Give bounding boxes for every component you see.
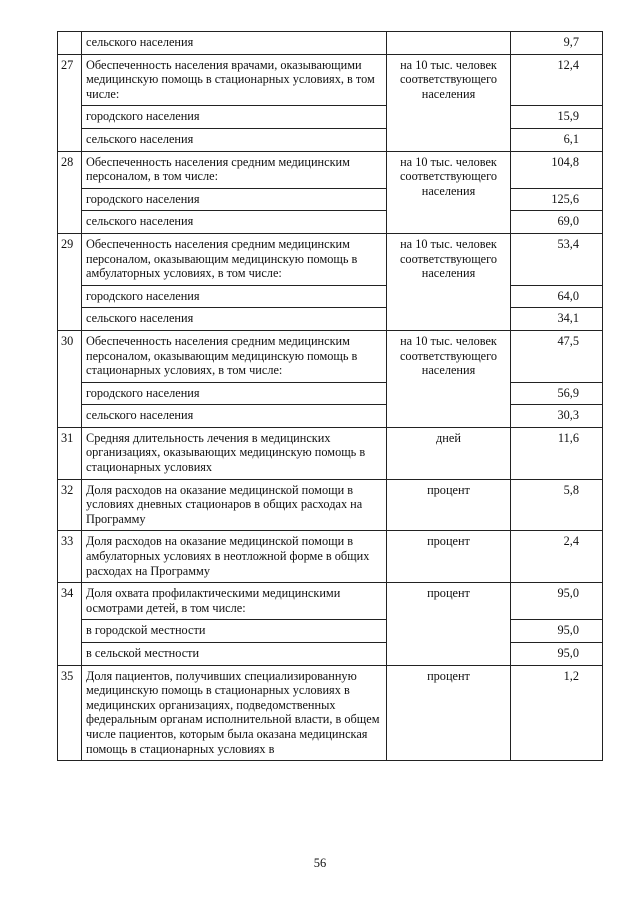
value-cell: 2,4 (511, 531, 603, 583)
sub-value-cell: 95,0 (511, 620, 603, 643)
sub-value-cell: 6,1 (511, 128, 603, 151)
value-cell: 12,4 (511, 54, 603, 106)
sub-indicator-name: городского населения (82, 106, 387, 129)
table-row (58, 32, 603, 55)
value-cell: 53,4 (511, 233, 603, 285)
table-subrow (58, 128, 603, 151)
row-number: 28 (58, 151, 82, 233)
unit-cell: процент (387, 531, 511, 583)
sub-value-cell: 9,7 (511, 32, 603, 55)
unit-cell: на 10 тыс. человек соответствующего населения (387, 330, 511, 427)
unit-cell: на 10 тыс. человек соответствующего населения (387, 151, 511, 233)
table-subrow (58, 405, 603, 428)
row-number: 35 (58, 665, 82, 761)
unit-cell: на 10 тыс. человек соответствующего населения (387, 233, 511, 330)
table-subrow (58, 106, 603, 129)
value-cell: 104,8 (511, 151, 603, 188)
unit-cell: процент (387, 583, 511, 665)
indicator-name: Доля пациентов, получивших специализированную медицинскую помощь в стационарных условиях в медицинских организациях, подведомственных федеральным органам исполнительной власти, в общем числе пациентов, которым была оказана медицинская помощь в стационарных условиях в (82, 665, 387, 761)
table-row (58, 531, 603, 583)
unit-cell (387, 32, 511, 55)
row-number: 30 (58, 330, 82, 427)
row-number (58, 32, 82, 55)
table-row (58, 427, 603, 479)
value-cell: 1,2 (511, 665, 603, 761)
table-row (58, 583, 603, 620)
sub-indicator-name: сельского населения (82, 405, 387, 428)
table-row (58, 479, 603, 531)
row-number: 34 (58, 583, 82, 665)
table-subrow (58, 382, 603, 405)
indicators-table (57, 31, 603, 761)
table-subrow (58, 285, 603, 308)
table-row (58, 151, 603, 188)
value-cell: 95,0 (511, 583, 603, 620)
value-cell: 5,8 (511, 479, 603, 531)
sub-indicator-name: городского населения (82, 382, 387, 405)
indicator-name: Обеспеченность населения средним медицинским персоналом, оказывающим медицинскую помощь в амбулаторных условиях, в том числе: (82, 233, 387, 285)
row-number: 29 (58, 233, 82, 330)
row-number: 31 (58, 427, 82, 479)
table-subrow (58, 211, 603, 234)
row-number: 32 (58, 479, 82, 531)
value-cell: 47,5 (511, 330, 603, 382)
indicator-name: Обеспеченность населения средним медицинским персоналом, в том числе: (82, 151, 387, 188)
table-subrow (58, 308, 603, 331)
sub-indicator-name: городского населения (82, 188, 387, 211)
sub-indicator-name: сельского населения (82, 211, 387, 234)
sub-indicator-name: в сельской местности (82, 643, 387, 666)
indicator-name: Доля расходов на оказание медицинской помощи в амбулаторных условиях в неотложной форме в общих расходах на Программу (82, 531, 387, 583)
table-subrow (58, 188, 603, 211)
sub-indicator-name: сельского населения (82, 128, 387, 151)
sub-value-cell: 15,9 (511, 106, 603, 129)
row-number: 33 (58, 531, 82, 583)
sub-value-cell: 95,0 (511, 643, 603, 666)
value-cell: 11,6 (511, 427, 603, 479)
page-number: 56 (313, 856, 327, 870)
sub-value-cell: 30,3 (511, 405, 603, 428)
indicator-name: Средняя длительность лечения в медицинских организациях, оказывающих медицинскую помощь в стационарных условиях (82, 427, 387, 479)
indicator-name: Обеспеченность населения средним медицинским персоналом, оказывающим медицинскую помощь в стационарных условиях, в том числе: (82, 330, 387, 382)
indicator-name: Доля охвата профилактическими медицинскими осмотрами детей, в том числе: (82, 583, 387, 620)
sub-indicator-name: сельского населения (82, 308, 387, 331)
sub-value-cell: 64,0 (511, 285, 603, 308)
table-subrow (58, 643, 603, 666)
sub-value-cell: 69,0 (511, 211, 603, 234)
unit-cell: процент (387, 665, 511, 761)
sub-indicator-name: городского населения (82, 285, 387, 308)
table-row (58, 233, 603, 285)
sub-value-cell: 56,9 (511, 382, 603, 405)
row-number: 27 (58, 54, 82, 151)
table-row (58, 54, 603, 106)
indicator-name: Обеспеченность населения врачами, оказывающими медицинскую помощь в стационарных условиях, в том числе: (82, 54, 387, 106)
indicator-name: Доля расходов на оказание медицинской помощи в условиях дневных стационаров в общих расходах на Программу (82, 479, 387, 531)
table-row (58, 330, 603, 382)
sub-indicator-name: сельского населения (82, 32, 387, 55)
sub-value-cell: 34,1 (511, 308, 603, 331)
unit-cell: дней (387, 427, 511, 479)
table-row (58, 665, 603, 761)
sub-indicator-name: в городской местности (82, 620, 387, 643)
sub-value-cell: 125,6 (511, 188, 603, 211)
unit-cell: процент (387, 479, 511, 531)
table-subrow (58, 620, 603, 643)
unit-cell: на 10 тыс. человек соответствующего населения (387, 54, 511, 151)
